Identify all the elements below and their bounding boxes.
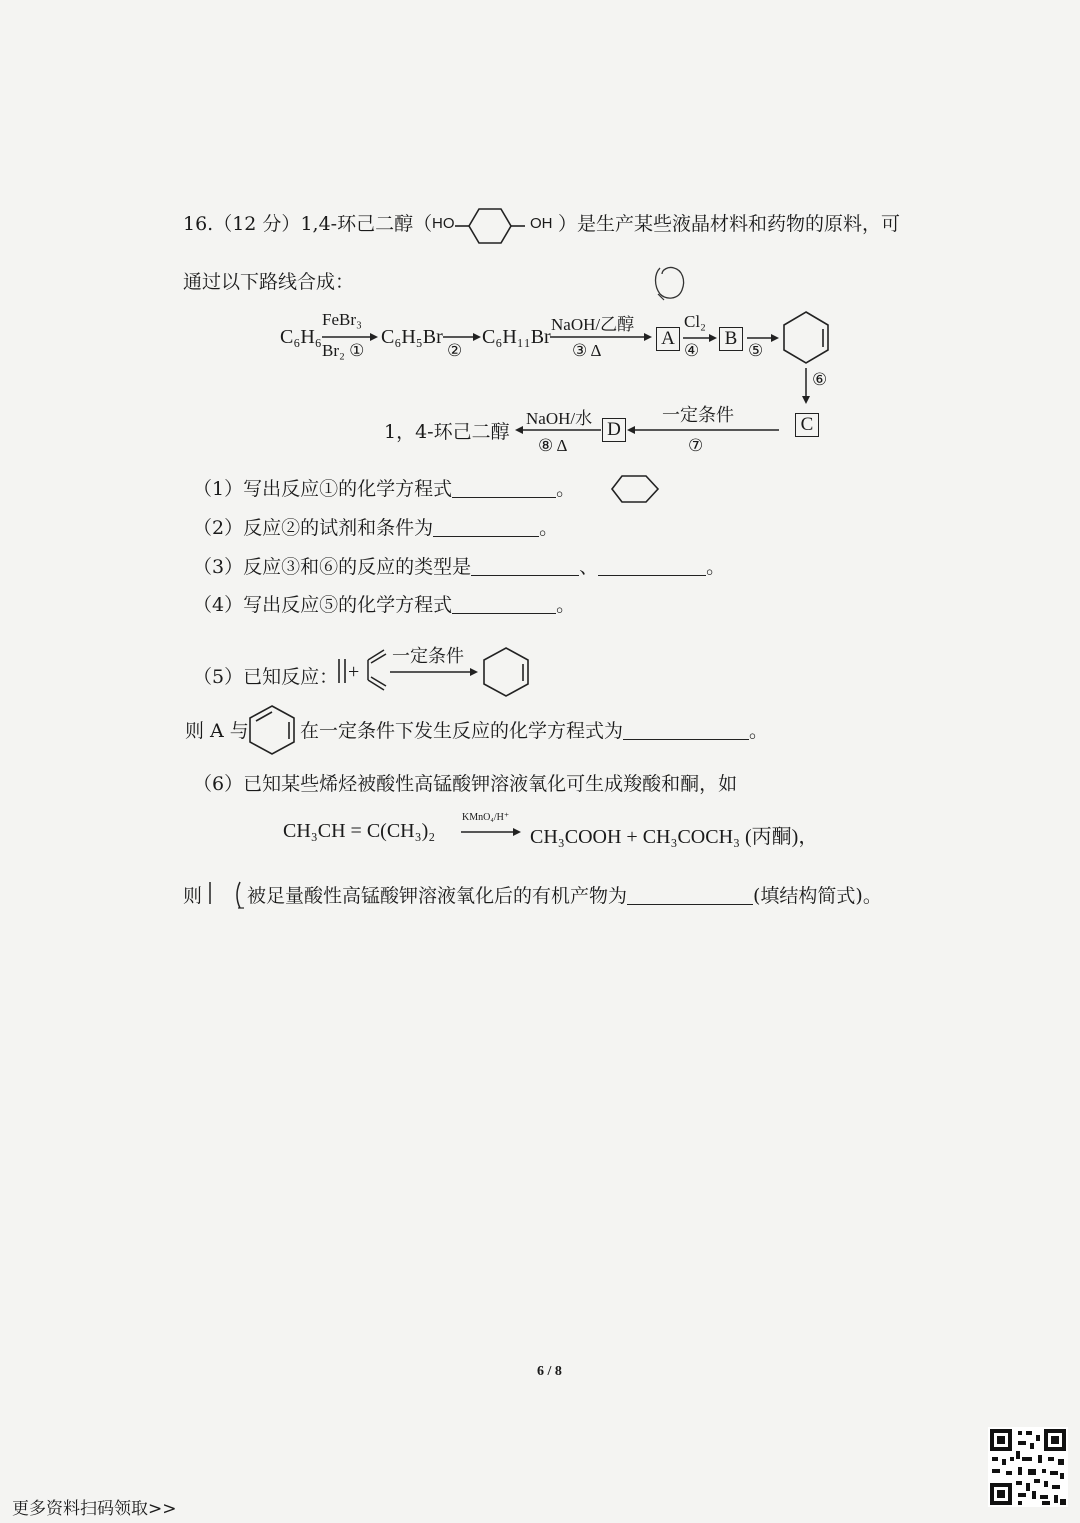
scheme-p1: C₆H₅Br — [381, 326, 443, 348]
reagent-4-bottom: ④ — [684, 341, 700, 360]
struct-ho-label: HO — [432, 215, 455, 232]
q6-line3-end: (填结构简式)。 — [753, 885, 882, 907]
question-intro-tail — [558, 212, 900, 236]
q2-answer-blank[interactable] — [433, 518, 539, 537]
q3-answer-blank-2[interactable] — [598, 557, 706, 576]
handwritten-hexagon — [610, 474, 660, 506]
scheme-start: C₆H₆ — [280, 326, 322, 348]
q6-equation-right: CH₃COOH + CH₃COCH₃ (丙酮)， — [530, 826, 819, 848]
reagent-3-top: NaOH/乙醇 — [551, 315, 635, 334]
reagent-5-label: ⑤ — [748, 341, 764, 360]
handwritten-scribble — [652, 264, 688, 306]
question-number: 16. — [183, 213, 214, 235]
q4-text: （4）写出反应⑤的化学方程式 — [193, 594, 453, 616]
q1-period: 。 — [556, 478, 576, 500]
q5-condition: 一定条件 — [392, 646, 464, 667]
box-d: D — [602, 418, 626, 442]
q4-answer-blank[interactable] — [452, 595, 556, 614]
butadiene-structure — [364, 646, 390, 694]
cyclohexene-structure — [782, 310, 834, 366]
box-c: C — [795, 413, 819, 437]
promo-text[interactable]: 更多资料扫码领取>> — [12, 1499, 177, 1519]
paren-close: ） — [558, 213, 578, 235]
question-score: （12 分） — [213, 213, 301, 235]
q5-line2-text: 在一定条件下发生反应的化学方程式为 — [300, 720, 624, 742]
cyclohexanediol-structure — [455, 207, 527, 247]
struct-oh-label: OH — [530, 215, 553, 232]
reagent-6-label: ⑥ — [812, 370, 828, 389]
q5-label: （5）已知反应： — [193, 666, 339, 688]
compound-name: 1,4-环己二醇 — [300, 213, 414, 235]
q1-text: （1）写出反应①的化学方程式 — [193, 478, 453, 500]
q1-answer-blank[interactable] — [452, 479, 556, 498]
q6-line3-pre: 则 — [183, 885, 203, 907]
q4-period: 。 — [556, 594, 576, 616]
q5-plus: + — [348, 661, 360, 683]
reagent-1-bottom: Br₂ ① — [322, 341, 365, 360]
reagent-1-top: FeBr₃ — [322, 310, 362, 329]
ethylene-structure — [336, 655, 348, 687]
q6-answer-blank[interactable] — [627, 886, 753, 905]
reagent-7-bottom: ⑦ — [688, 436, 704, 455]
q3-period: 。 — [706, 556, 726, 578]
subquestion-1 — [193, 477, 575, 501]
q5-answer-blank[interactable] — [623, 721, 749, 740]
q3-text: （3）反应③和⑥的反应的类型是 — [193, 556, 472, 578]
intro-tail-text: 是生产某些液晶材料和药物的原料，可 — [577, 213, 901, 235]
subquestion-4 — [193, 593, 575, 617]
q6-line3 — [247, 884, 882, 908]
question-header-line1 — [183, 212, 432, 236]
q5-period: 。 — [749, 720, 769, 742]
q6-structure — [204, 878, 248, 914]
scheme-final-product: 1，4-环己二醇 — [384, 421, 510, 443]
q2-text: （2）反应②的试剂和条件为 — [193, 517, 434, 539]
question-intro-line2: 通过以下路线合成： — [183, 271, 355, 293]
arrow-6 — [800, 368, 812, 406]
q3-answer-blank-1[interactable] — [471, 557, 579, 576]
cyclohexadiene-structure — [248, 704, 298, 756]
q6-line3-text: 被足量酸性高锰酸钾溶液氧化后的有机产物为 — [247, 885, 628, 907]
reagent-8-top: NaOH/水 — [526, 409, 593, 428]
q3-separator: 、 — [579, 556, 599, 578]
qr-code-icon[interactable] — [988, 1427, 1068, 1507]
subquestion-3 — [193, 555, 725, 579]
q5-arrow — [390, 668, 480, 678]
q6-equation-arrow — [461, 828, 523, 838]
box-b: B — [719, 327, 743, 351]
q5-line2-pre: 则 A 与 — [185, 720, 249, 742]
paren-open: （ — [413, 213, 433, 235]
page-number: 6 / 8 — [537, 1364, 562, 1379]
q6-equation-left: CH₃CH = C(CH₃)₂ — [283, 820, 436, 842]
arrow-3 — [550, 333, 654, 343]
subquestion-2 — [193, 516, 558, 540]
q5-product-cyclohexene — [482, 646, 532, 698]
q5-line2 — [300, 719, 768, 743]
reagent-8-bottom: ⑧ Δ — [538, 436, 568, 455]
arrow-8 — [515, 426, 603, 436]
reagent-7-top: 一定条件 — [662, 405, 734, 426]
reagent-2-label: ② — [447, 341, 463, 360]
scheme-p2: C₆H₁₁Br — [482, 326, 551, 348]
q2-period: 。 — [539, 517, 559, 539]
q6-line1: （6）已知某些烯烃被酸性高锰酸钾溶液氧化可生成羧酸和酮，如 — [193, 773, 738, 795]
reagent-4-top: Cl₂ — [684, 312, 706, 331]
q6-equation-condition: KMnO₄/H⁺ — [462, 812, 510, 823]
box-a: A — [656, 327, 680, 351]
reagent-3-bottom: ③ Δ — [572, 341, 602, 360]
arrow-7 — [627, 426, 781, 436]
